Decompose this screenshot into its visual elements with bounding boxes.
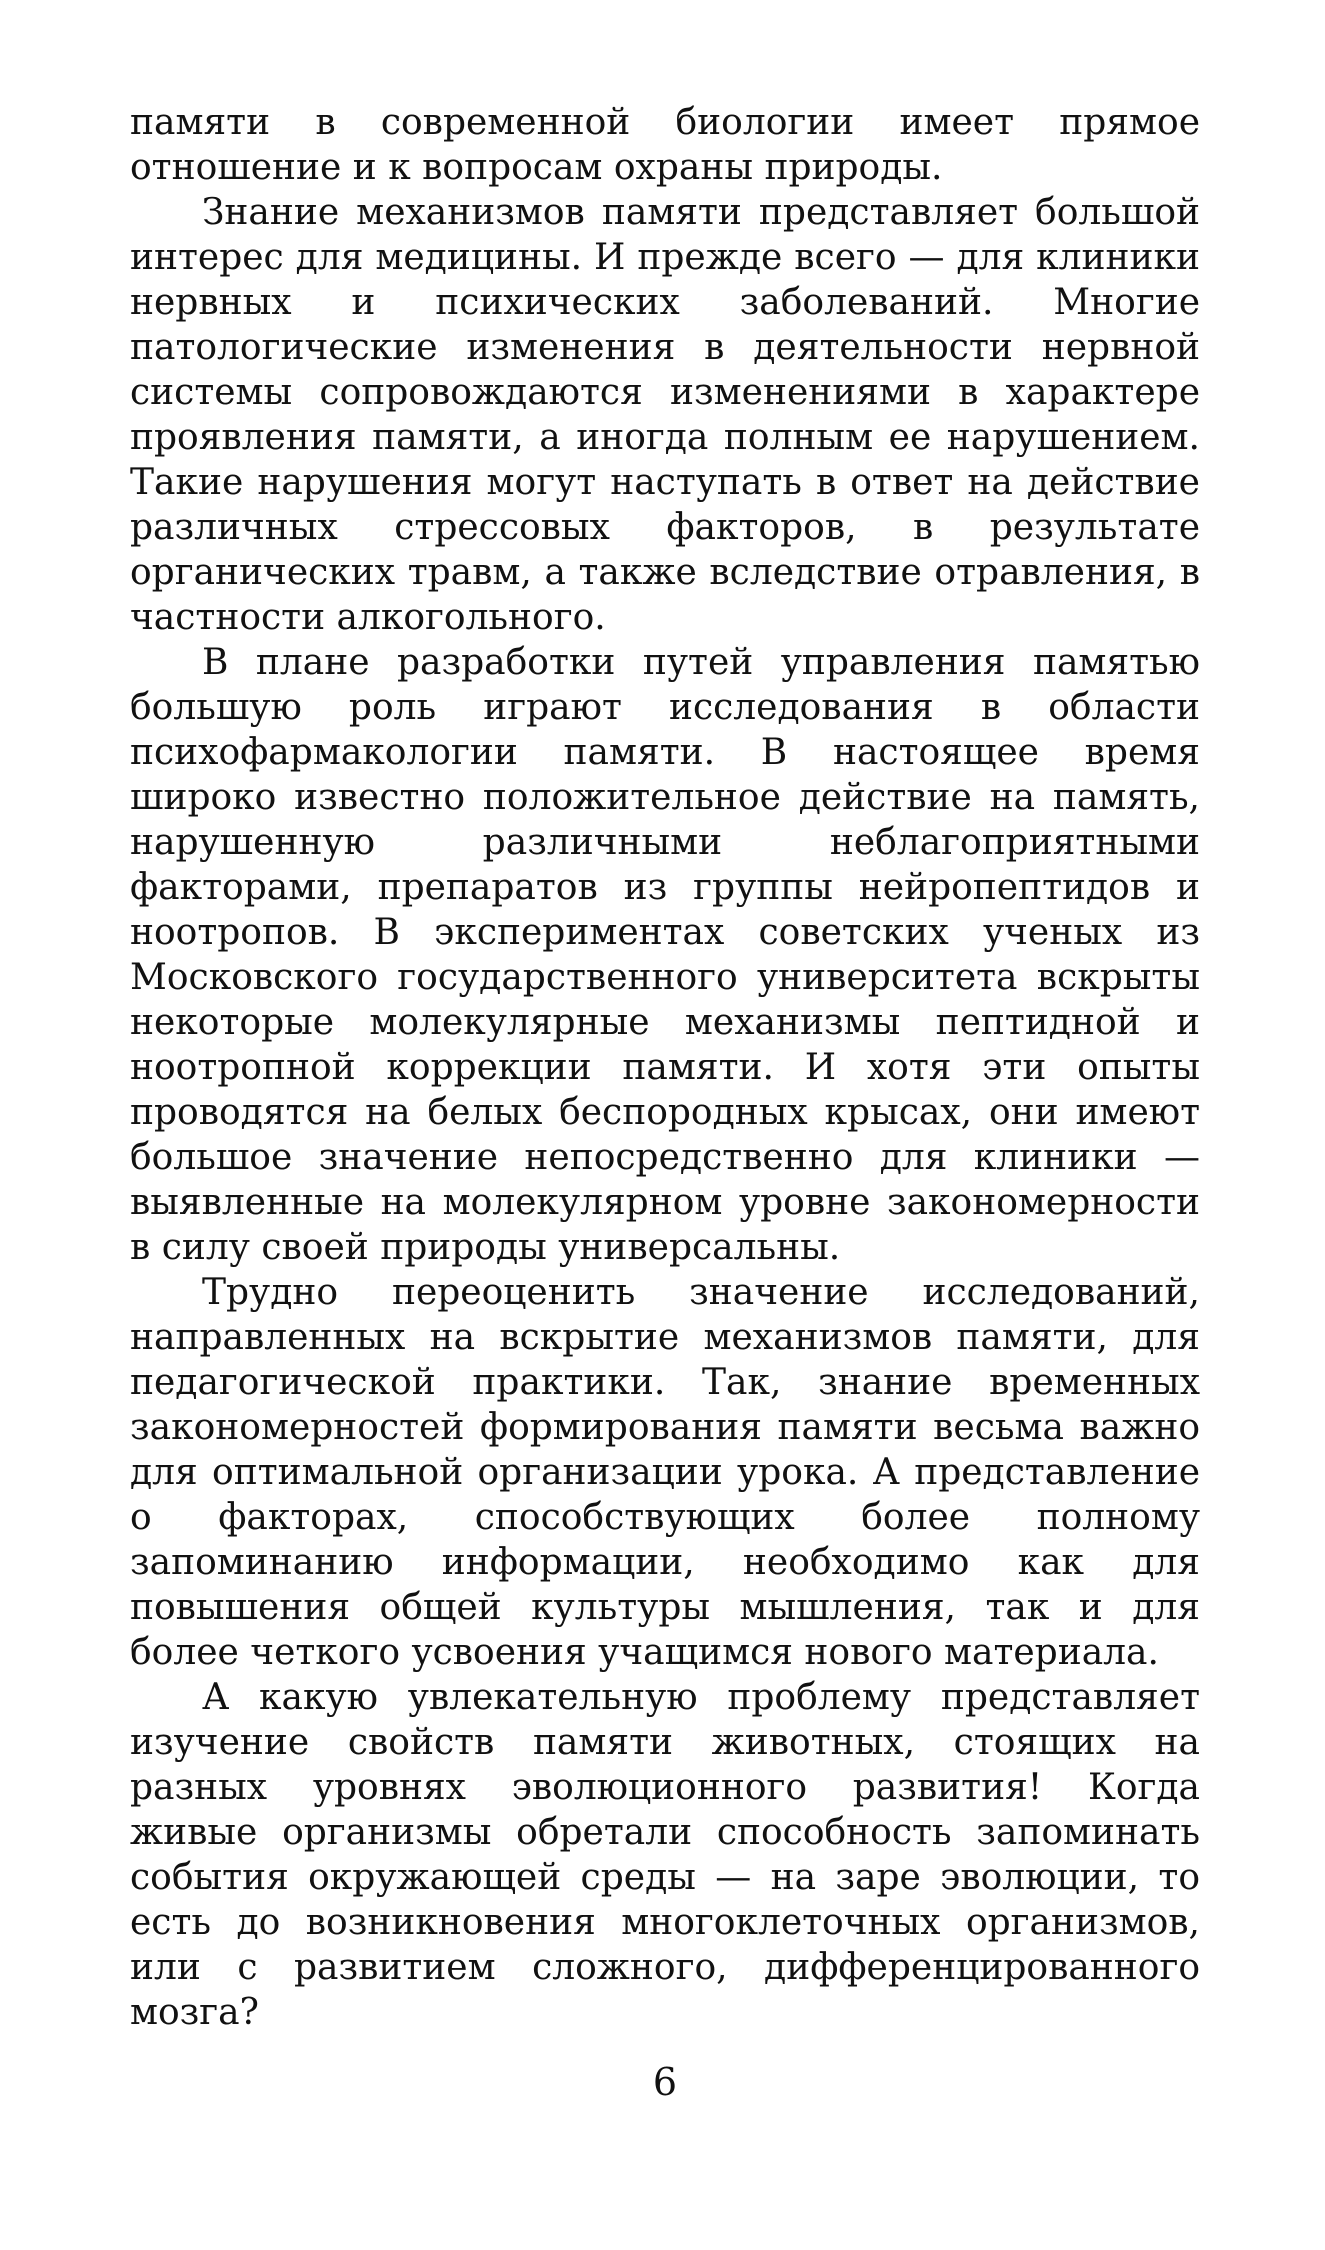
paragraph-evolution: А какую увлекательную проблему представляет изучение свойств памяти животных, стоящих на разных уровнях эволюционного развития! Когда живые организмы обретали способность запоминать события окружающей среды — на заре эволюции, то есть до возникновения многоклеточных организмов, или с развитием сложного, дифференцированного мозга?: [130, 1677, 1200, 2033]
paragraph-medicine: Знание механизмов памяти представляет большой интерес для медицины. И прежде всего — для клиники нервных и психических заболеваний. Многие патологические изменения в деятельности нервной системы сопровождаются изменениями в характере проявления памяти, а иногда полным ее нарушением. Такие нарушения могут наступать в ответ на действие различных стрессовых факторов, в результате органических травм, а также вследствие отравления, в частности алкогольного.: [130, 192, 1200, 638]
book-page: [130, 100, 1200, 2250]
paragraph-psychopharmacology: В плане разработки путей управления памятью большую роль играют исследования в области психофармакологии памяти. В настоящее время широко известно положительное действие на память, нарушенную различными неблагоприятными факторами, препаратов из группы нейропептидов и ноотропов. В экспериментах советских ученых из Московского государственного университета вскрыты некоторые молекулярные механизмы пептидной и ноотропной коррекции памяти. И хотя эти опыты проводятся на белых беспородных крысах, они имеют большое значение непосредственно для клиники — выявленные на молекулярном уровне закономерности в силу своей природы универсальны.: [130, 642, 1200, 1268]
page-number: 6: [652, 2060, 678, 2104]
paragraph-continuation: памяти в современной биологии имеет прямое отношение и к вопросам охраны природы.: [130, 102, 1200, 188]
body-text: [130, 100, 1200, 2035]
paragraph-pedagogy: Трудно переоценить значение исследований, направленных на вскрытие механизмов памяти, для педагогической практики. Так, знание временных закономерностей формирования памяти весьма важно для оптимальной организации урока. А представление о факторах, способствующих более полному запоминанию информации, необходимо как для повышения общей культуры мышления, так и для более четкого усвоения учащимся нового материала.: [130, 1272, 1200, 1673]
